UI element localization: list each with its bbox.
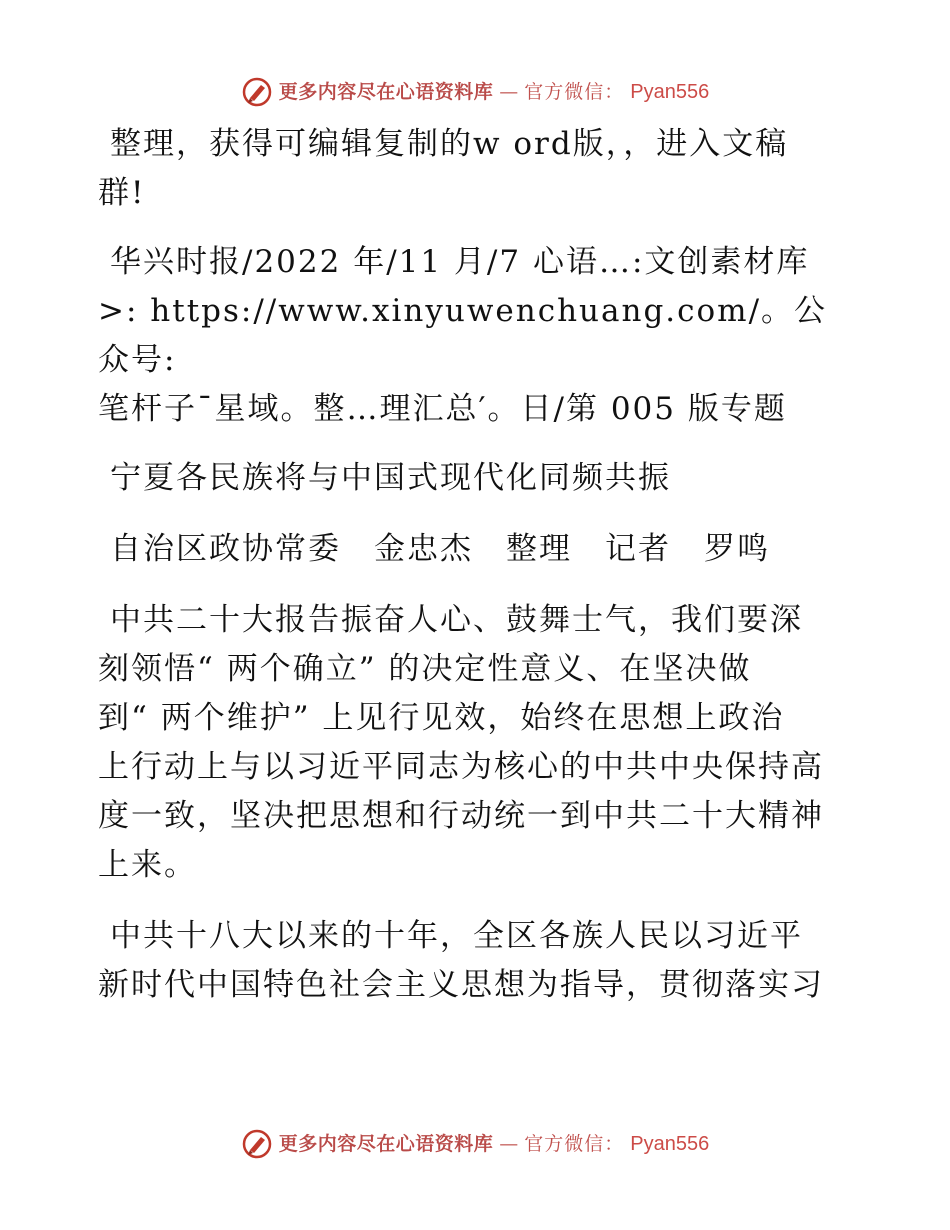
official-wechat-label: 官方微信： [524,81,625,103]
text-line: 到“ 两个维护” 上见行见效，始终在思想上政治 [98,700,785,736]
text-line: 华兴时报/2022 年/11 月/7 心语…:文创素材库 [110,244,810,280]
text-line: 笔杆子¯星域。整…理汇总′。日/第 005 版专题 [98,391,787,427]
text-line: >: https://www.xinyuwenchuang.com/。公众号: [98,293,828,378]
footer-watermark [0,1128,950,1160]
intro-paragraph [98,120,858,218]
banner-separator: — [499,81,519,103]
article-byline: 自治区政协常委 金忠杰 整理 记者 罗鸣 [110,531,770,567]
text-line: 上来。 [98,847,197,883]
official-wechat-label: 官方微信： [524,1133,625,1155]
text-line: 群! [98,175,146,211]
text-line: 中共二十大报告振奋人心、鼓舞士气，我们要深 [110,602,803,638]
text-line: 中共十八大以来的十年，全区各族人民以习近平 [110,918,803,954]
promo-text: 更多内容尽在心语资料库 [278,81,494,103]
source-paragraph [98,238,858,434]
banner-separator: — [499,1133,519,1155]
body-paragraph-1 [98,596,858,890]
wechat-handle: Pyan556 [630,81,710,103]
body-paragraph-2 [98,912,858,1010]
text-line: 度一致，坚决把思想和行动统一到中共二十大精神 [98,798,824,834]
text-line: 刻领悟“ 两个确立” 的决定性意义、在坚决做 [98,651,752,687]
text-line: 新时代中国特色社会主义思想为指导，贯彻落实习 [98,967,824,1003]
article-headline: 宁夏各民族将与中国式现代化同频共振 [110,460,671,496]
text-line: 上行动上与以习近平同志为核心的中共中央保持高 [98,749,824,785]
pen-logo-icon [241,76,273,108]
pen-logo-icon [241,1128,273,1160]
wechat-handle: Pyan556 [630,1133,710,1155]
document-body [98,120,858,1010]
text-line: 整理，获得可编辑复制的w ord版，，进入文稿 [110,126,789,162]
promo-text: 更多内容尽在心语资料库 [278,1133,494,1155]
header-watermark [0,76,950,108]
